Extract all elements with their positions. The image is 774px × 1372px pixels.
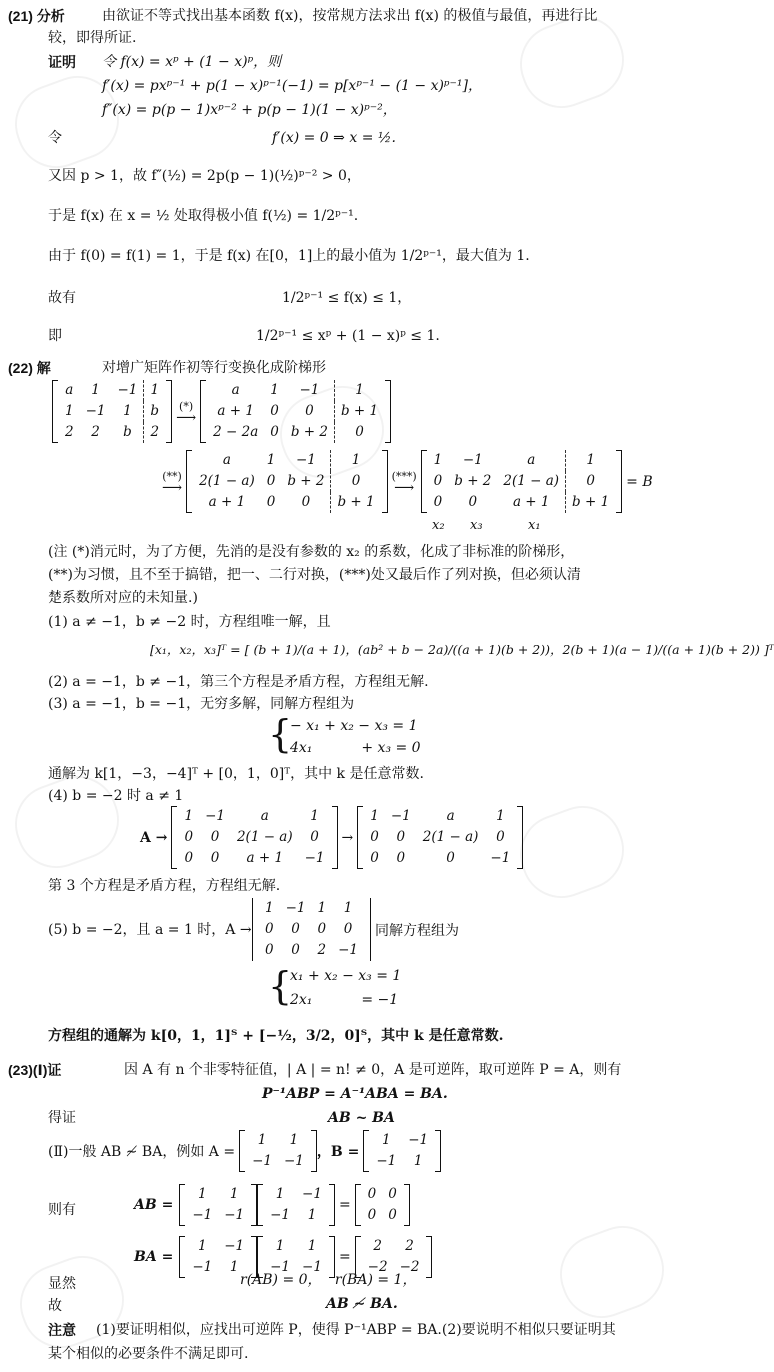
- matrix-AB: 0 0 0 0: [355, 1184, 410, 1226]
- q21-line6: 于是 f(x) 在 x = ½ 处取得极小值 f(½) = 1/2ᵖ⁻¹.: [48, 208, 359, 224]
- q22-row1-matrices: [52, 380, 391, 443]
- q22-case1-solution: [x₁，x₂，x₃]ᵀ = [ (b + 1)/(a + 1)，(ab² + b − 2a)/((a + 1)(b + 2))，2(b + 1)(a − 1)/((a + 1)(b + 2)) ]ᵀ: [150, 642, 774, 657]
- q21-line2: f′(x) = pxᵖ⁻¹ + p(1 − x)ᵖ⁻¹(−1) = p[xᵖ⁻¹ − (1 − x)ᵖ⁻¹]，: [102, 78, 482, 94]
- matrix-m4: 1 −1 a 1 0 b + 2 2(1 − a) 0 0 0 a + 1 b + 1: [421, 450, 623, 513]
- matrix-B-copy2: 1 −1 −1 1: [179, 1236, 257, 1278]
- matrix-A-copy2: 1 1 −1 −1: [257, 1236, 335, 1278]
- q21-line7: 由于 f(0) = f(1) = 1，于是 f(x) 在[0，1]上的最小值为 1/2ᵖ⁻¹，最大值为 1.: [48, 248, 530, 264]
- q23-line4-mid: ，B =: [316, 1144, 360, 1160]
- q23-line8: AB ≁ BA.: [326, 1296, 398, 1312]
- BA-label: BA =: [134, 1249, 174, 1265]
- matrix-B-copy1: 1 −1 −1 1: [257, 1184, 335, 1226]
- brace-2: {: [268, 964, 293, 1008]
- q21-analysis: 由欲证不等式找出基本函数 f(x)，按常规方法求出 f(x) 的极值与最值，再进行比: [102, 8, 598, 24]
- case5-tail: 同解方程组为: [375, 922, 459, 939]
- q21-label: (21) 分析: [8, 8, 65, 24]
- q21-line4: f′(x) = 0 ⇒ x = ½.: [272, 130, 396, 146]
- q21-line9: 1/2ᵖ⁻¹ ≤ xᵖ + (1 − x)ᵖ ≤ 1.: [256, 328, 440, 344]
- case4-A: A →: [140, 829, 168, 846]
- q23-part2-row: [48, 1130, 441, 1172]
- q23-line7-label: 显然: [48, 1276, 76, 1292]
- watermark: [549, 1215, 675, 1330]
- eq-sign: =: [338, 1197, 351, 1213]
- q22-intro: 对增广矩阵作初等行变换化成阶梯形: [102, 360, 326, 376]
- q21-line4-label: 令: [48, 130, 62, 146]
- q23-line8-label: 故: [48, 1298, 62, 1314]
- matrix-m6: 1 −1 a 1 0 0 2(1 − a) 0 0 0 0 −1: [357, 806, 523, 869]
- eq-B: = B: [626, 473, 653, 490]
- matrix-m5: 1 −1 a 1 0 0 2(1 − a) 0 0 0 a + 1 −1: [171, 806, 337, 869]
- q22-row2-matrices: [158, 450, 653, 513]
- q22-case4-end: 第 3 个方程是矛盾方程，方程组无解.: [48, 878, 281, 894]
- q21-line1: 令 f(x) = xᵖ + (1 − x)ᵖ，则: [102, 54, 282, 70]
- q22-case5: (5) b = −2，且 a = 1 时，A →: [48, 922, 252, 938]
- q22-case1: (1) a ≠ −1，b ≠ −2 时，方程组唯一解，且: [48, 614, 331, 630]
- q23-line3: AB ~ BA: [328, 1110, 395, 1126]
- q23-line1: 因 A 有 n 个非零特征值，| A | = n! ≠ 0，A 是可逆阵，取可逆阵 P = A，则有: [124, 1062, 622, 1078]
- q23-line4: (Ⅱ)一般 AB ≁ BA，例如 A =: [48, 1144, 236, 1160]
- col-label-x1: x₁: [528, 518, 541, 533]
- q22-label: (22) 解: [8, 360, 51, 376]
- q21-analysis-cont: 较，即得所证.: [48, 30, 137, 46]
- arrow-3: (***) ⟶: [391, 469, 417, 496]
- matrix-B: 1 −1 −1 1: [363, 1130, 441, 1172]
- q22-case4: (4) b = −2 时 a ≠ 1: [48, 788, 184, 804]
- q21-line3: f″(x) = p(p − 1)xᵖ⁻² + p(p − 1)(1 − x)ᵖ⁻²，: [102, 102, 397, 118]
- q22-note3: 楚系数所对应的未知量.): [48, 590, 198, 606]
- q22-case3: (3) a = −1，b = −1，无穷多解，同解方程组为: [48, 696, 355, 712]
- q23-line3-label: 得证: [48, 1110, 76, 1126]
- q23-label: (23)(Ⅰ)证: [8, 1062, 62, 1078]
- arrow-2: (**) ⟶: [162, 469, 183, 496]
- q22-case2: (2) a = −1，b ≠ −1，第三个方程是矛盾方程，方程组无解.: [48, 674, 429, 690]
- q22-case4-matrices: [140, 806, 523, 869]
- brace-1: {: [268, 712, 293, 756]
- q21-line9-label: 即: [48, 328, 62, 344]
- q23-line2: P⁻¹ABP = A⁻¹ABA = BA.: [262, 1086, 448, 1102]
- eq-sign: =: [338, 1249, 351, 1265]
- q22-note1: (注 (*)消元时，为了方便，先消的是没有参数的 x₂ 的系数，化成了非标准的阶梯形，: [48, 544, 575, 560]
- q23-note-label: 注意: [48, 1322, 76, 1338]
- matrix-m2: a 1 −1 1 a + 1 0 0 b + 1 2 − 2a 0 b + 2 0: [200, 380, 391, 443]
- matrix-m3: a 1 −1 1 2(1 − a) 0 b + 2 0 a + 1 0 0 b + 1: [186, 450, 388, 513]
- arrow-4: →: [341, 829, 354, 846]
- q21-proof-label: 证明: [48, 54, 76, 70]
- q22-case5-eq2: 2x₁ = −1: [290, 992, 399, 1008]
- q23-line5-label: 则有: [48, 1202, 76, 1218]
- q22-case5-general: 方程组的通解为 k[0，1，1]ᵀ + [−½，3/2，0]ᵀ，其中 k 是任意常数.: [48, 1028, 504, 1044]
- matrix-A-copy1: 1 1 −1 −1: [179, 1184, 257, 1226]
- q22-case5-eq1: x₁ + x₂ − x₃ = 1: [290, 968, 402, 984]
- q21-line8-label: 故有: [48, 290, 76, 306]
- col-label-x3: x₃: [470, 518, 483, 533]
- matrix-A: 1 1 −1 −1: [239, 1130, 317, 1172]
- arrow-1: (*) ⟶: [176, 399, 197, 426]
- col-label-x2: x₂: [432, 518, 445, 533]
- q21-line8: 1/2ᵖ⁻¹ ≤ f(x) ≤ 1，: [282, 290, 412, 306]
- q23-line7: r(AB) = 0， r(BA) = 1，: [240, 1272, 417, 1288]
- q22-case3-eq1: − x₁ + x₂ − x₃ = 1: [290, 718, 418, 734]
- q23-AB-row: [134, 1184, 410, 1226]
- q23-note1: (1)要证明相似，应找出可逆阵 P，使得 P⁻¹ABP = BA.(2)要说明不相似只要证明其: [96, 1322, 616, 1338]
- watermark: [9, 1245, 135, 1360]
- q23-note2: 某个相似的必要条件不满足即可.: [48, 1346, 249, 1362]
- q22-case5-matrix: [252, 898, 459, 961]
- q22-case3-eq2: 4x₁ + x₃ = 0: [290, 740, 421, 756]
- matrix-m7: 1 −1 1 1 0 0 0 0 0 0 2 −1: [252, 898, 371, 961]
- watermark: [509, 795, 635, 910]
- q21-line5: 又因 p > 1，故 f″(½) = 2p(p − 1)(½)ᵖ⁻² > 0，: [48, 168, 361, 184]
- q22-case3-general: 通解为 k[1，−3，−4]ᵀ + [0，1，0]ᵀ，其中 k 是任意常数.: [48, 766, 424, 782]
- AB-label: AB =: [134, 1197, 174, 1213]
- matrix-m1: a 1 −1 1 1 −1 1 b 2 2 b 2: [52, 380, 172, 443]
- q22-note2: (**)为习惯，且不至于搞错，把一、二行对换，(***)处又最后作了列对换，但必须认清: [48, 567, 581, 583]
- matrix-BA: 2 2 −2 −2: [355, 1236, 433, 1278]
